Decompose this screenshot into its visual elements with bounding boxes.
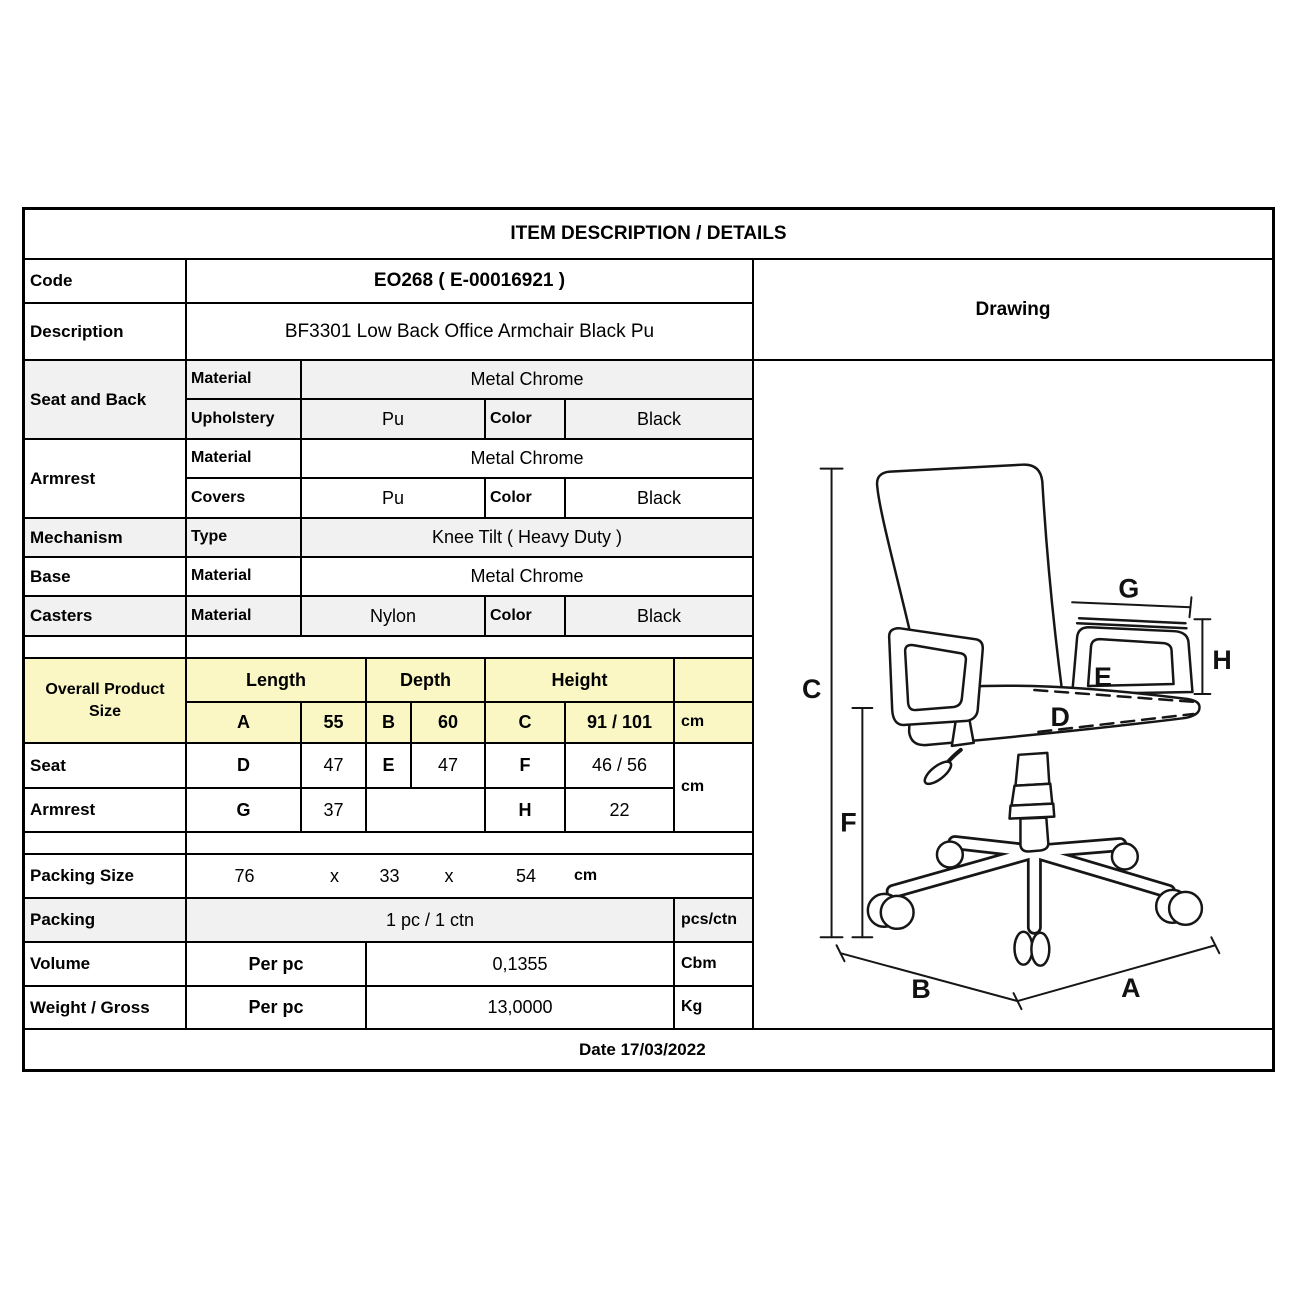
dim-label-b: B: [911, 974, 931, 1005]
volume-per: Per pc: [187, 943, 365, 985]
spacer-row-2-left: [25, 833, 185, 853]
dim-line-c: [821, 469, 843, 938]
dim-a-key: A: [187, 703, 300, 742]
sheet-title: ITEM DESCRIPTION / DETAILS: [25, 210, 1272, 258]
length-header: Length: [187, 659, 365, 701]
volume-value: 0,1355: [367, 943, 673, 985]
dim-label-h: H: [1212, 645, 1232, 676]
spacer-row-2: [187, 833, 752, 853]
seat-back-upholstery-value: Pu: [302, 400, 484, 438]
casters-color-label: Color: [486, 597, 564, 635]
packing-size-values: [187, 855, 752, 897]
packing-height: 54: [515, 865, 537, 886]
mechanism-type-value: Knee Tilt ( Heavy Duty ): [302, 519, 752, 556]
armrest-color-label: Color: [486, 479, 564, 517]
spacer-row: [187, 637, 752, 657]
packing-width: 33: [379, 865, 400, 886]
mechanism-type-label: Type: [187, 519, 300, 556]
chair-tilt-lever: [921, 750, 960, 788]
overall-unit: cm: [675, 703, 752, 742]
packing-sep2: x: [444, 865, 454, 886]
date-row: Date 17/03/2022: [25, 1030, 1272, 1069]
seat-back-upholstery-label: Upholstery: [187, 400, 300, 438]
armrest-row-label: Armrest: [25, 789, 185, 831]
depth-header: Depth: [367, 659, 484, 701]
dim-e-value: 47: [412, 744, 484, 787]
chair-line-drawing: [754, 361, 1272, 1028]
casters-material-value: Nylon: [302, 597, 484, 635]
casters-material-label: Material: [187, 597, 300, 635]
description-label: Description: [25, 304, 185, 359]
dim-a-value: 55: [302, 703, 365, 742]
packing-size-unit: cm: [574, 866, 598, 884]
dim-h-value: 22: [566, 789, 673, 831]
code-label: Code: [25, 260, 185, 302]
chair-drawing-panel: [754, 361, 1272, 1028]
packing-sep1: x: [330, 865, 339, 886]
weight-value: 13,0000: [367, 987, 673, 1028]
dim-c-value: 91 / 101: [566, 703, 673, 742]
dim-label-g: G: [1118, 573, 1140, 604]
dim-line-h: [1194, 619, 1210, 694]
description-value: BF3301 Low Back Office Armchair Black Pu: [187, 304, 752, 359]
dim-e-key: E: [367, 744, 410, 787]
spacer-row-left: [25, 637, 185, 657]
dim-d-key: D: [187, 744, 300, 787]
seat-back-color-label: Color: [486, 400, 564, 438]
packing-size-label: Packing Size: [25, 855, 185, 897]
dim-g-value: 37: [302, 789, 365, 831]
chair-gas-lift: [1010, 753, 1055, 852]
code-value: EO268 ( E-00016921 ): [187, 260, 752, 302]
armrest-color-value: Black: [566, 479, 752, 517]
weight-per: Per pc: [187, 987, 365, 1028]
dim-label-c: C: [801, 673, 822, 704]
seat-back-color-value: Black: [566, 400, 752, 438]
dim-h-key: H: [486, 789, 564, 831]
dim-c-key: C: [486, 703, 564, 742]
seat-back-material-label: Material: [187, 361, 300, 398]
section-armrest: Armrest: [25, 440, 185, 517]
packing-label: Packing: [25, 899, 185, 941]
item-description-table: [22, 207, 1275, 1072]
volume-unit: Cbm: [675, 943, 752, 985]
dim-label-a: A: [1121, 973, 1141, 1004]
seat-row-label: Seat: [25, 744, 185, 787]
packing-value: 1 pc / 1 ctn: [187, 899, 673, 941]
packing-length: 76: [234, 865, 255, 886]
weight-label: Weight / Gross: [25, 987, 185, 1028]
overall-size-label: Overall Product Size: [25, 659, 185, 742]
section-base: Base: [25, 558, 185, 595]
packing-unit: pcs/ctn: [675, 899, 752, 941]
armrest-covers-value: Pu: [302, 479, 484, 517]
casters-color-value: Black: [566, 597, 752, 635]
armrest-covers-label: Covers: [187, 479, 300, 517]
seat-back-material-value: Metal Chrome: [302, 361, 752, 398]
armrest-material-label: Material: [187, 440, 300, 477]
dim-g-key: G: [187, 789, 300, 831]
section-seat-and-back: Seat and Back: [25, 361, 185, 438]
section-mechanism: Mechanism: [25, 519, 185, 556]
chair-armrest-right: [1072, 618, 1192, 694]
seat-armrest-unit: cm: [675, 744, 752, 831]
dim-f-key: F: [486, 744, 564, 787]
drawing-panel-title: Drawing: [754, 260, 1272, 359]
armrest-material-value: Metal Chrome: [302, 440, 752, 477]
height-header: Height: [486, 659, 673, 701]
base-material-label: Material: [187, 558, 300, 595]
dim-label-d: D: [1050, 701, 1070, 732]
armrest-row-empty: [367, 789, 484, 831]
base-material-value: Metal Chrome: [302, 558, 752, 595]
dim-b-key: B: [367, 703, 410, 742]
volume-label: Volume: [25, 943, 185, 985]
dim-d-value: 47: [302, 744, 365, 787]
section-casters: Casters: [25, 597, 185, 635]
dim-label-e: E: [1094, 661, 1112, 693]
dim-label-f: F: [840, 807, 857, 838]
dim-b-value: 60: [412, 703, 484, 742]
weight-unit: Kg: [675, 987, 752, 1028]
dim-f-value: 46 / 56: [566, 744, 673, 787]
size-header-empty: [675, 659, 752, 701]
